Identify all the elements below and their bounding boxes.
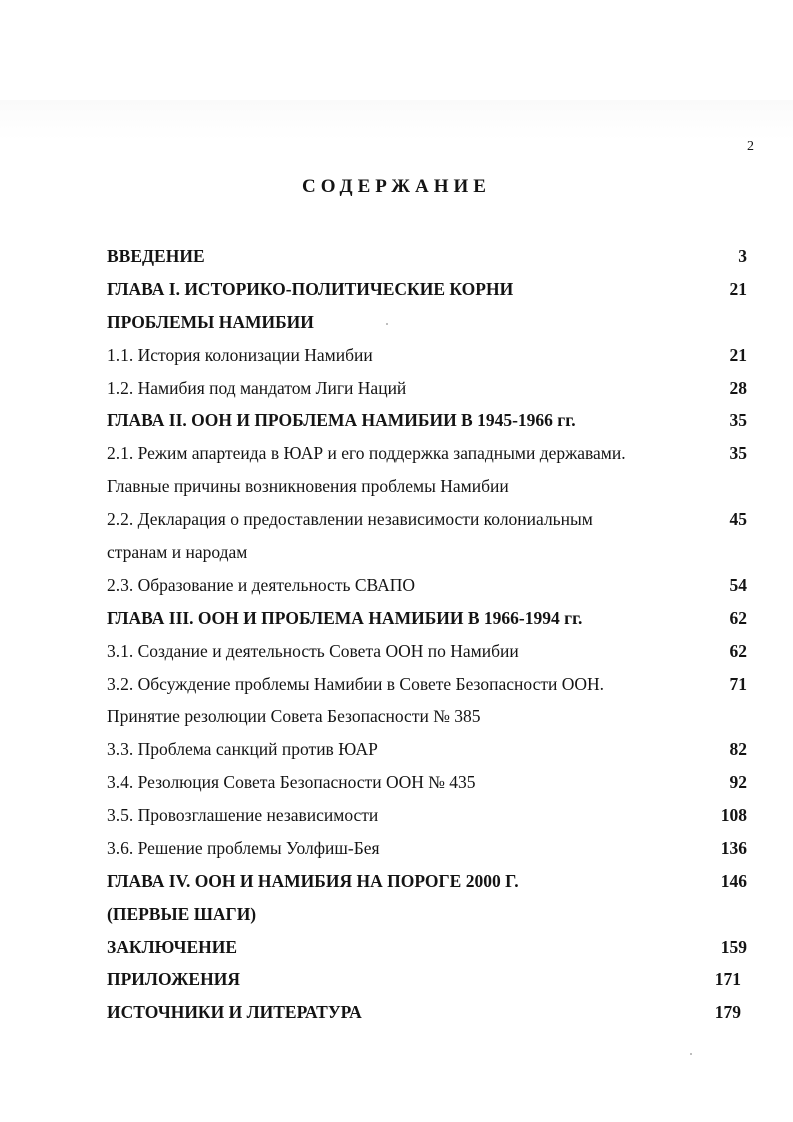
- toc-entry-page-number: 62: [729, 641, 747, 661]
- toc-entry: [107, 408, 747, 432]
- toc-entry-page-number: 108: [720, 805, 747, 825]
- scan-speck: [690, 1053, 692, 1055]
- toc-entry-title: 3.6. Решение проблемы Уолфиш-Бея: [107, 838, 380, 858]
- toc-entry: [107, 1000, 747, 1024]
- toc-entry: [107, 869, 747, 893]
- toc-entry-title: 2.1. Режим апартеида в ЮАР и его поддержка западными державами.: [107, 443, 626, 463]
- toc-entry: [107, 343, 747, 367]
- toc-entry-page-number: 3: [738, 246, 747, 266]
- toc-entry-page-number: 35: [729, 443, 747, 463]
- toc-entry: [107, 902, 747, 926]
- toc-entry-page-number: 136: [720, 838, 747, 858]
- toc-entry-title: 3.3. Проблема санкций против ЮАР: [107, 739, 378, 759]
- toc-entry-page-number: 62: [729, 608, 747, 628]
- toc-entry: [107, 573, 747, 597]
- scan-speck: [386, 323, 388, 325]
- toc-entry-title: 1.1. История колонизации Намибии: [107, 345, 373, 365]
- toc-entry: [107, 376, 747, 400]
- toc-entry-title: (ПЕРВЫЕ ШАГИ): [107, 904, 257, 924]
- toc-entry: [107, 737, 747, 761]
- toc-entry-title: 1.2. Намибия под мандатом Лиги Наций: [107, 378, 407, 398]
- page-title: СОДЕРЖАНИЕ: [302, 176, 491, 197]
- toc-entry-title: 3.2. Обсуждение проблемы Намибии в Совете Безопасности ООН.: [107, 674, 605, 694]
- toc-entry: [107, 277, 747, 301]
- toc-entry-page-number: 146: [720, 871, 747, 891]
- toc-entry-title: ВВЕДЕНИЕ: [107, 246, 205, 266]
- toc-entry-page-number: 159: [720, 937, 747, 957]
- toc-entry-title: 2.2. Декларация о предоставлении независимости колониальным: [107, 509, 593, 529]
- toc-entry-title: странам и народам: [107, 542, 248, 562]
- toc-entry-title: ПРИЛОЖЕНИЯ: [107, 969, 240, 989]
- toc-entry-title: Принятие резолюции Совета Безопасности № 385: [107, 706, 481, 726]
- toc-entry: [107, 803, 747, 827]
- toc-entry-page-number: 45: [729, 509, 747, 529]
- toc-entry: [107, 704, 747, 728]
- toc-entry: [107, 935, 747, 959]
- toc-entry-title: 3.5. Провозглашение независимости: [107, 805, 379, 825]
- toc-entry: [107, 540, 747, 564]
- toc-entry: [107, 606, 747, 630]
- toc-entry-page-number: 35: [729, 410, 747, 430]
- toc-entry-page-number: 179: [714, 1002, 741, 1022]
- toc-entry: [107, 836, 747, 860]
- toc-entry-page-number: 71: [729, 674, 747, 694]
- toc-entry-title: ИСТОЧНИКИ И ЛИТЕРАТУРА: [107, 1002, 362, 1022]
- toc-entry-page-number: 21: [729, 279, 747, 299]
- toc-entry-title: ЗАКЛЮЧЕНИЕ: [107, 937, 238, 957]
- toc-entry: [107, 770, 747, 794]
- toc-entry-title: 3.4. Резолюция Совета Безопасности ООН № 435: [107, 772, 476, 792]
- toc-entry-title: ПРОБЛЕМЫ НАМИБИИ: [107, 312, 314, 332]
- toc-entry-title: ГЛАВА II. ООН И ПРОБЛЕМА НАМИБИИ В 1945-1966 гг.: [107, 410, 576, 430]
- toc-entry: [107, 310, 747, 334]
- page-number: 2: [747, 139, 754, 154]
- toc-entry-page-number: 82: [729, 739, 747, 759]
- toc-entry: [107, 967, 747, 991]
- toc-entry-title: Главные причины возникновения проблемы Намибии: [107, 476, 509, 496]
- toc-entry-title: 2.3. Образование и деятельность СВАПО: [107, 575, 415, 595]
- toc-entry-title: ГЛАВА IV. ООН И НАМИБИЯ НА ПОРОГЕ 2000 Г.: [107, 871, 519, 891]
- toc-entry: [107, 639, 747, 663]
- toc-entry-title: 3.1. Создание и деятельность Совета ООН по Намибии: [107, 641, 519, 661]
- toc-entry: [107, 507, 747, 531]
- toc-entry-title: ГЛАВА III. ООН И ПРОБЛЕМА НАМИБИИ В 1966-1994 гг.: [107, 608, 583, 628]
- toc-entry-title: ГЛАВА I. ИСТОРИКО-ПОЛИТИЧЕСКИЕ КОРНИ: [107, 279, 514, 299]
- toc-entry-page-number: 171: [714, 969, 741, 989]
- toc-entry-page-number: 92: [729, 772, 747, 792]
- toc-entry: [107, 441, 747, 465]
- toc-entry: [107, 672, 747, 696]
- toc-entry-page-number: 54: [729, 575, 747, 595]
- toc-entry-page-number: 28: [729, 378, 747, 398]
- toc-entry: [107, 474, 747, 498]
- toc-entry: [107, 244, 747, 268]
- toc-entry-page-number: 21: [729, 345, 747, 365]
